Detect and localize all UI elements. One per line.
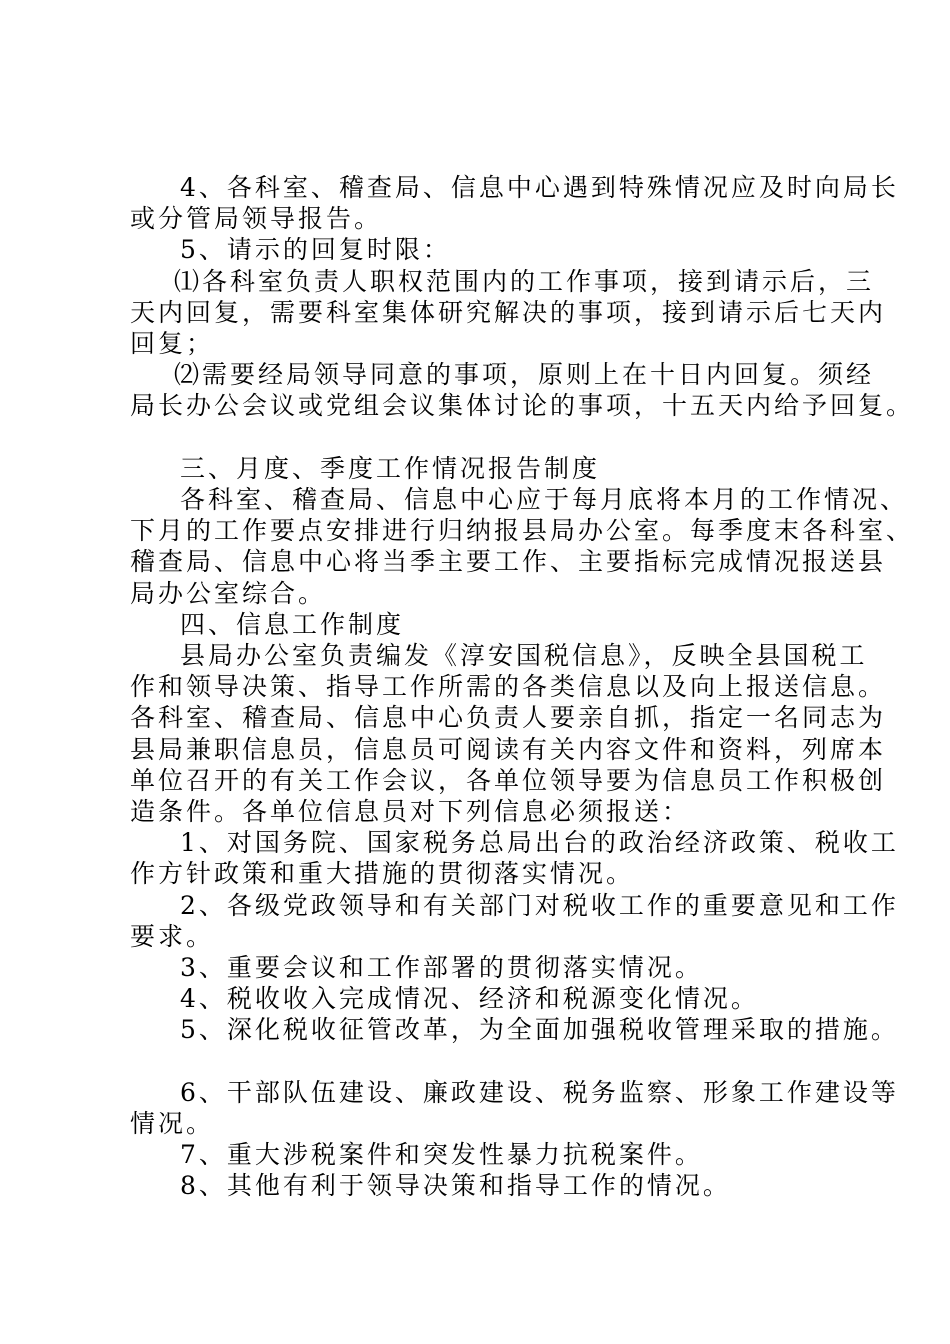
list-item-8 <box>130 1170 850 1201</box>
paragraph-sub-2 <box>130 359 915 421</box>
section-heading-3 <box>130 453 850 484</box>
list-item-5 <box>130 1014 899 1045</box>
text-line: 4、各科室、稽查局、信息中心遇到特殊情况应及时向局长 <box>180 173 899 202</box>
text-line: 3、重要会议和工作部署的贯彻落实情况。 <box>180 953 703 983</box>
text-line: 5、请示的回复时限： <box>180 235 451 265</box>
text-line: 局办公室综合。 <box>130 578 327 608</box>
text-line: 局长办公会议或党组会议集体讨论的事项，十五天内给予回复。 <box>130 391 915 421</box>
text-line: 各科室、稽查局、信息中心负责人要亲自抓，指定一名同志为 <box>130 703 887 733</box>
text-line: 作和领导决策、指导工作所需的各类信息以及向上报送信息。 <box>130 672 887 702</box>
text-line: 单位召开的有关工作会议，各单位领导要为信息员工作积极创 <box>130 765 887 795</box>
text-line: 各科室、稽查局、信息中心应于每月底将本月的工作情况、 <box>180 485 909 515</box>
text-line: 6、干部队伍建设、廉政建设、税务监察、形象工作建设等 <box>180 1077 899 1107</box>
text-line: 三、月度、季度工作情况报告制度 <box>180 453 601 483</box>
text-line: 县局办公室负责编发《淳安国税信息》，反映全县国税工 <box>180 641 868 671</box>
list-item-2 <box>130 890 899 952</box>
text-line: 情况。 <box>130 1109 215 1139</box>
list-item-1 <box>130 827 899 889</box>
text-line: 2、各级党政领导和有关部门对税收工作的重要意见和工作 <box>180 890 899 920</box>
paragraph-item-4-report-special <box>130 172 899 234</box>
section-heading-4 <box>130 609 850 640</box>
text-line: 4、税收收入完成情况、经济和税源变化情况。 <box>180 984 759 1014</box>
paragraph-info-work <box>130 640 887 827</box>
text-line: 县局兼职信息员，信息员可阅读有关内容文件和资料，列席本 <box>130 734 887 764</box>
document-body <box>130 172 915 1202</box>
list-item-6 <box>130 1077 899 1139</box>
text-line: 1、对国务院、国家税务总局出台的政治经济政策、税收工 <box>180 828 899 858</box>
text-line: 回复； <box>130 329 215 359</box>
paragraph-item-5-reply-limit <box>130 234 850 265</box>
blank-line <box>130 1046 850 1077</box>
text-line: 要求。 <box>130 921 215 951</box>
list-item-3 <box>130 952 850 983</box>
list-item-7 <box>130 1139 850 1170</box>
list-item-4 <box>130 983 850 1014</box>
text-line: 造条件。各单位信息员对下列信息必须报送： <box>130 797 691 827</box>
text-line: 作方针政策和重大措施的贯彻落实情况。 <box>130 859 635 889</box>
blank-line <box>130 422 850 453</box>
text-line: 稽查局、信息中心将当季主要工作、主要指标完成情况报送县 <box>130 547 887 577</box>
text-line: 8、其他有利于领导决策和指导工作的情况。 <box>180 1171 731 1201</box>
text-line: ⑴各科室负责人职权范围内的工作事项，接到请示后，三 <box>174 266 875 296</box>
text-line: 5、深化税收征管改革，为全面加强税收管理采取的措施。 <box>180 1015 899 1045</box>
text-line: ⑵需要经局领导同意的事项，原则上在十日内回复。须经 <box>174 360 875 390</box>
text-line: 或分管局领导报告。 <box>130 204 383 234</box>
paragraph-sub-1 <box>130 266 887 360</box>
text-line: 天内回复，需要科室集体研究解决的事项，接到请示后七天内 <box>130 297 887 327</box>
paragraph-monthly-report <box>130 484 915 609</box>
text-line: 四、信息工作制度 <box>180 609 405 639</box>
text-line: 下月的工作要点安排进行归纳报县局办公室。每季度末各科室、 <box>130 516 915 546</box>
text-line: 7、重大涉税案件和突发性暴力抗税案件。 <box>180 1140 703 1170</box>
